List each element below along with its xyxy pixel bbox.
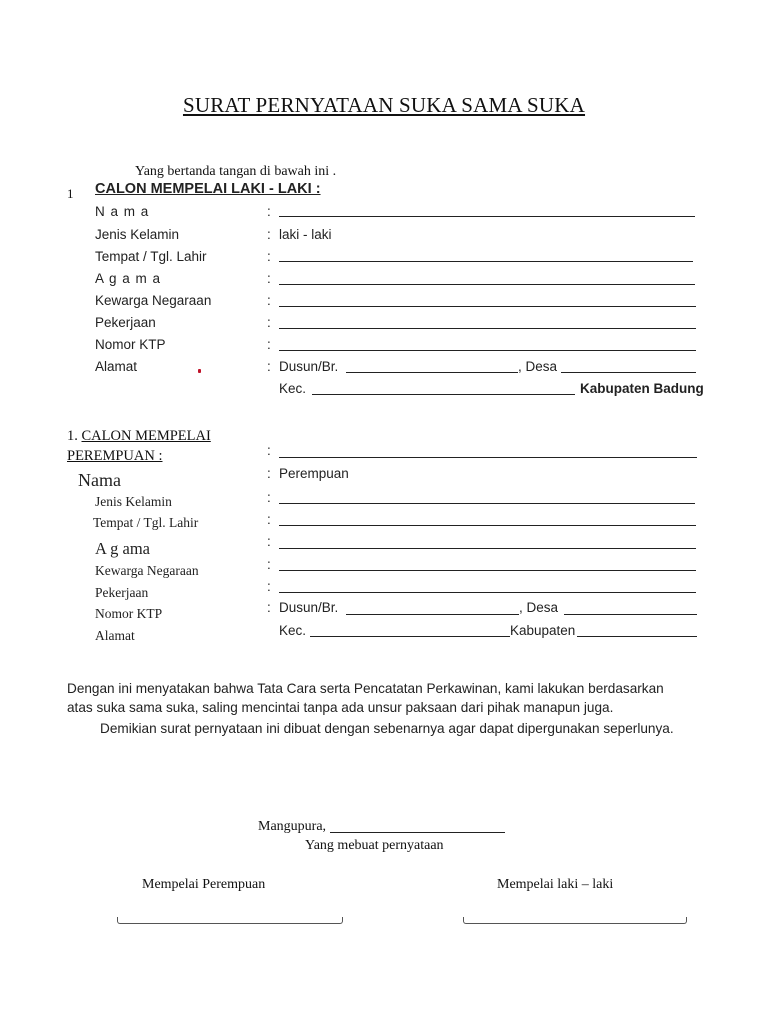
document-title: SURAT PERNYATAAN SUKA SAMA SUKA	[182, 93, 586, 117]
maker-label: Yang mebuat pernyataan	[305, 838, 444, 853]
bride-line-heading[interactable]	[279, 457, 697, 458]
groom-line-desa[interactable]	[561, 372, 696, 373]
groom-label-nomor-ktp: Nomor KTP	[95, 337, 166, 352]
groom-label-alamat: Alamat	[95, 359, 138, 374]
bride-section-heading: CALON MEMPELAI	[81, 428, 211, 444]
bride-address-kabupaten: Kabupaten	[510, 623, 576, 638]
bride-line-tempat-lahir[interactable]	[279, 525, 696, 526]
groom-colon-agama: :	[267, 271, 271, 286]
groom-colon-jenis-kelamin: :	[267, 227, 271, 242]
groom-label-nama: N a m a	[95, 204, 150, 219]
groom-line-agama[interactable]	[279, 284, 695, 285]
statement-line-1: Dengan ini menyatakan bahwa Tata Cara serta Pencatatan Perkawinan, kami lakukan berdasarkan	[67, 681, 664, 696]
intro-text: Yang bertanda tangan di bawah ini .	[135, 164, 337, 179]
bride-section-number: 1.	[67, 428, 78, 444]
bride-section-heading-line2: PEREMPUAN :	[67, 448, 163, 464]
groom-address-kec: Kec.	[279, 381, 307, 396]
bride-label-nama: Nama	[78, 470, 121, 490]
bride-section-heading-line1	[67, 428, 211, 445]
bride-colon-heading: :	[267, 443, 271, 458]
signature-line-groom[interactable]	[463, 917, 687, 924]
groom-colon-nama: :	[267, 204, 271, 219]
bride-address-desa: , Desa	[519, 600, 559, 615]
bride-label-jenis-kelamin: Jenis Kelamin	[95, 494, 172, 509]
groom-label-agama: A g a m a	[95, 271, 162, 286]
groom-colon-alamat: :	[267, 359, 271, 374]
groom-line-tempat-lahir[interactable]	[279, 261, 693, 262]
groom-address-desa: , Desa	[518, 359, 558, 374]
signature-line-bride[interactable]	[117, 917, 343, 924]
groom-line-dusun[interactable]	[346, 372, 518, 373]
groom-label-kewarganegaraan: Kewarga Negaraan	[95, 293, 212, 308]
bride-colon-nama: :	[267, 466, 271, 481]
signer-groom-label: Mempelai laki – laki	[497, 877, 614, 892]
groom-colon-kewarganegaraan: :	[267, 293, 271, 308]
groom-line-nama[interactable]	[279, 216, 695, 217]
groom-address-kabupaten: Kabupaten Badung	[580, 381, 704, 396]
bride-address-kec: Kec.	[279, 623, 307, 638]
bride-label-tempat-lahir: Tempat / Tgl. Lahir	[93, 515, 199, 530]
bride-label-agama: A g ama	[95, 539, 150, 558]
groom-colon-nomor-ktp: :	[267, 337, 271, 352]
bride-line-jenis-kelamin[interactable]	[279, 503, 695, 504]
bride-colon-tempat-lahir: :	[267, 512, 271, 527]
groom-label-pekerjaan: Pekerjaan	[95, 315, 156, 330]
bride-label-pekerjaan: Pekerjaan	[95, 585, 149, 600]
groom-line-kec[interactable]	[312, 394, 575, 395]
bride-line-dusun[interactable]	[346, 614, 519, 615]
groom-address-dusun: Dusun/Br.	[279, 359, 339, 374]
bride-colon-nomor-ktp: :	[267, 600, 271, 615]
bride-line-kec[interactable]	[310, 636, 510, 637]
date-line[interactable]	[330, 832, 505, 833]
groom-colon-tempat-lahir: :	[267, 249, 271, 264]
bride-colon-agama: :	[267, 534, 271, 549]
bride-line-kewarganegaraan[interactable]	[279, 570, 696, 571]
groom-section-heading: CALON MEMPELAI LAKI - LAKI :	[95, 181, 321, 197]
bride-line-pekerjaan[interactable]	[279, 592, 696, 593]
groom-line-kewarganegaraan[interactable]	[279, 306, 696, 307]
bride-address-dusun: Dusun/Br.	[279, 600, 339, 615]
groom-section-number: 1	[67, 186, 74, 201]
bride-colon-pekerjaan: :	[267, 579, 271, 594]
bride-label-alamat: Alamat	[95, 628, 135, 643]
statement-line-2: atas suka sama suka, saling mencintai tanpa ada unsur paksaan dari pihak manapun juga.	[67, 700, 614, 715]
bride-label-nomor-ktp: Nomor KTP	[95, 606, 163, 621]
place-label: Mangupura,	[258, 819, 327, 834]
groom-label-tempat-lahir: Tempat / Tgl. Lahir	[95, 249, 207, 264]
groom-colon-pekerjaan: :	[267, 315, 271, 330]
bride-line-kabupaten[interactable]	[577, 636, 697, 637]
ink-mark	[198, 369, 201, 373]
bride-line-desa[interactable]	[564, 614, 697, 615]
groom-label-jenis-kelamin: Jenis Kelamin	[95, 227, 180, 242]
bride-colon-jenis-kelamin: :	[267, 490, 271, 505]
bride-colon-kewarganegaraan: :	[267, 557, 271, 572]
groom-value-jenis-kelamin: laki - laki	[279, 227, 332, 242]
groom-line-nomor-ktp[interactable]	[279, 350, 696, 351]
signer-bride-label: Mempelai Perempuan	[142, 877, 266, 892]
bride-label-kewarganegaraan: Kewarga Negaraan	[95, 563, 199, 578]
closing-statement: Demikian surat pernyataan ini dibuat dengan sebenarnya agar dapat dipergunakan seperlunya.	[100, 721, 674, 736]
bride-line-agama[interactable]	[279, 548, 696, 549]
groom-line-pekerjaan[interactable]	[279, 328, 696, 329]
bride-value-jenis-kelamin: Perempuan	[279, 466, 349, 481]
